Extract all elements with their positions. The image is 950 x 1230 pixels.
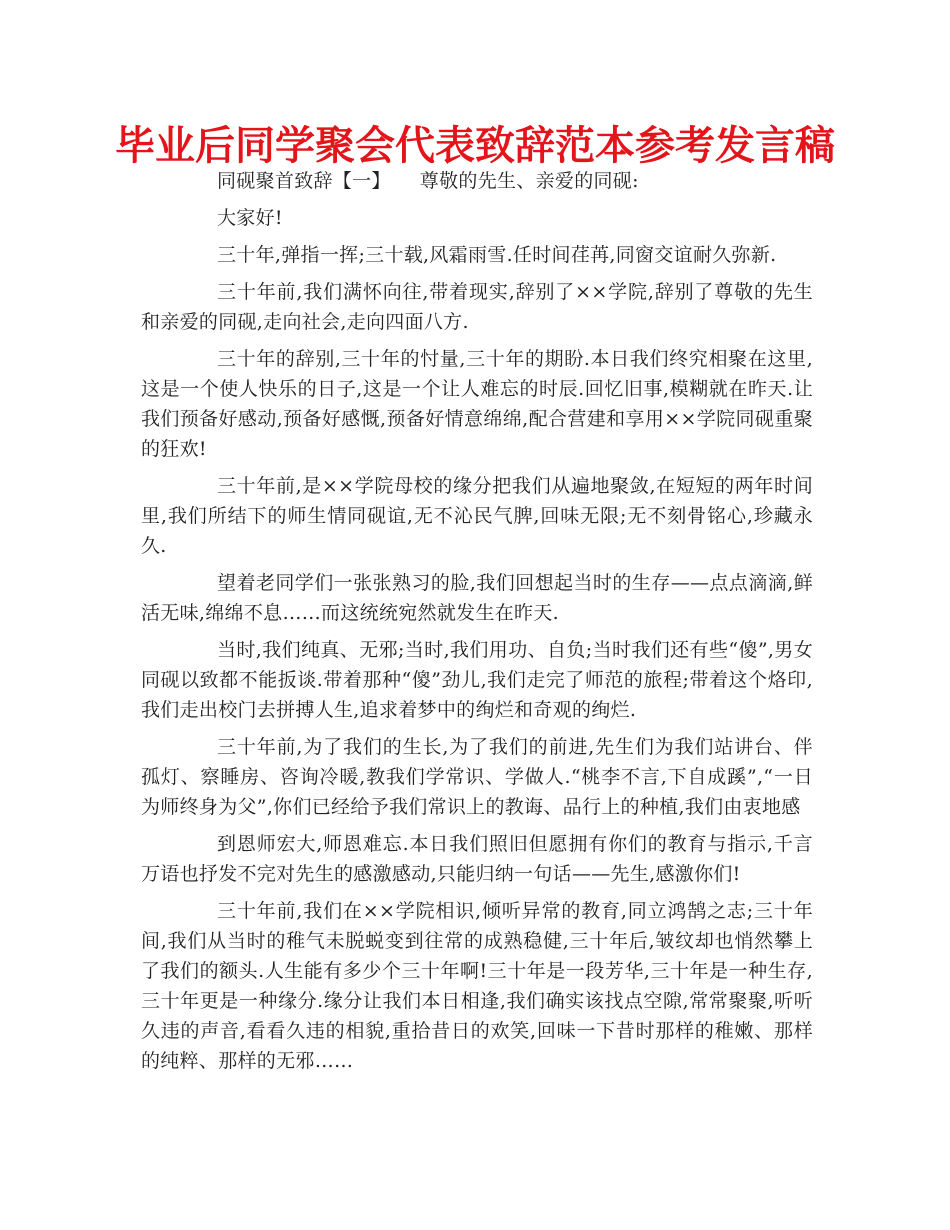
paragraph: 到恩师宏大,师恩难忘.本日我们照旧但愿拥有你们的教育与指示,千言万语也抒发不完对先生的感激感动,只能归纳一句话——先生,感激你们! <box>141 833 813 885</box>
paragraph: 望着老同学们一张张熟习的脸,我们回想起当时的生存——点点滴滴,鲜活无味,绵绵不息……而这统统宛然就发生在昨天. <box>141 572 813 624</box>
paragraph: 三十年前,为了我们的生长,为了我们的前进,先生们为我们站讲台、伴孤灯、察睡房、咨询冷暖,教我们学常识、学做人.“桃李不言,下自成蹊”,“一日为师终身为父”,你们已经给予我们常识上的教诲、品行上的种植,我们由衷地感 <box>141 736 813 818</box>
paragraph-hello: 大家好! <box>217 207 283 229</box>
paragraph: 三十年,弹指一挥;三十载,风霜雨雪.任时间荏苒,同窗交谊耐久弥新. <box>217 244 777 266</box>
paragraph: 三十年前,是××学院母校的缘分把我们从遍地聚敛,在短短的两年时间里,我们所结下的师生情同砚谊,无不沁民气脾,回味无限;无不刻骨铭心,珍藏永久. <box>141 475 813 557</box>
paragraph: 三十年前,我们满怀向往,带着现实,辞别了××学院,辞别了尊敬的先生和亲爱的同砚,走向社会,走向四面八方. <box>141 281 813 333</box>
paragraph: 当时,我们纯真、无邪;当时,我们用功、自负;当时我们还有些“傻”,男女同砚以致都不能扳谈.带着那种“傻”劲儿,我们走完了师范的旅程;带着这个烙印,我们走出校门去拼搏人生,追求着梦中的绚烂和奇观的绚烂. <box>141 639 813 721</box>
paragraph-greeting-line: 同砚聚首致辞【一】 尊敬的先生、亲爱的同砚: <box>217 170 639 192</box>
document-body <box>141 166 813 1083</box>
paragraph: 三十年的辞别,三十年的忖量,三十年的期盼.本日我们终究相聚在这里,这是一个使人快乐的日子,这是一个让人难忘的时辰.回忆旧事,模糊就在昨天.让我们预备好感动,预备好感慨,预备好情意绵绵,配合营建和享用××学院同砚重聚的狂欢! <box>141 348 813 460</box>
document-title: 毕业后同学聚会代表致辞范本参考发言稿 <box>115 123 835 169</box>
paragraph: 三十年前,我们在××学院相识,倾听异常的教育,同立鸿鹄之志;三十年间,我们从当时的稚气未脱蜕变到往常的成熟稳健,三十年后,皱纹却也悄然攀上了我们的额头.人生能有多少个三十年啊!三十年是一段芳华,三十年是一种生存,三十年更是一种缘分.缘分让我们本日相逢,我们确实该找点空隙,常常聚聚,听听久违的声音,看看久违的相貌,重拾昔日的欢笑,回味一下昔时那样的稚嫩、那样的纯粹、那样的无邪…… <box>141 900 813 1072</box>
